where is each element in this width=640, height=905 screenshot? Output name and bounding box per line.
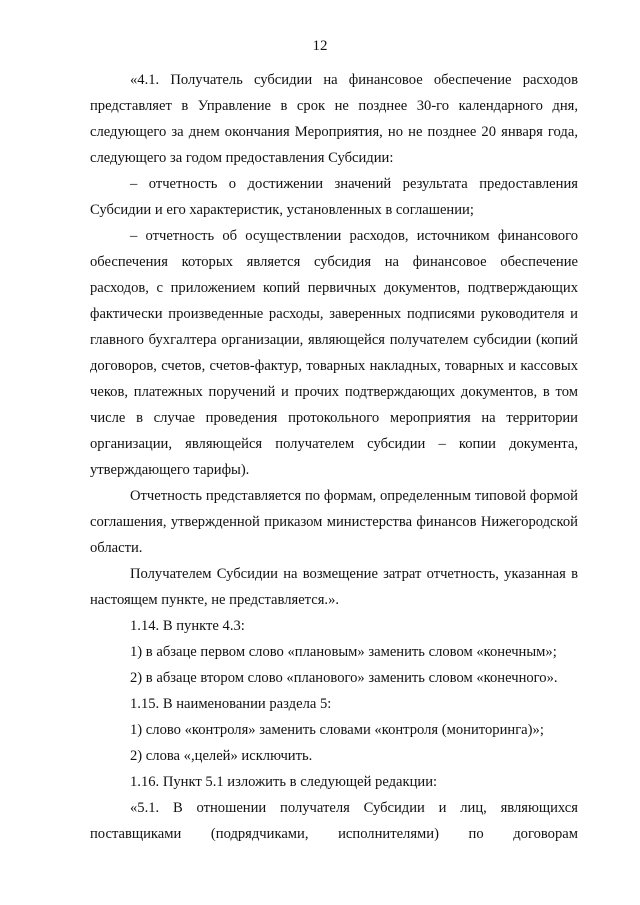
document-body xyxy=(90,67,578,847)
paragraph-report-results: – отчетность о достижении значений результата предоставления Субсидии и его характеристик, установленных в соглашении; xyxy=(90,176,578,218)
paragraph-report-expenses: – отчетность об осуществлении расходов, источником финансового обеспечения которых является субсидия на финансовое обеспечение расходов, с приложением копий первичных документов, подтверждающих фактически произведенные расходы, заверенных подписями руководителя и главного бухгалтера организации, являющейся получателем субсидии (копий договоров, счетов, счетов-фактур, товарных накладных, товарных и кассовых чеков, платежных поручений и прочих подтверждающих документов, в том числе в случае проведения протокольного мероприятия на территории организации, являющейся получателем субсидии – копии документа, утверждающего тарифы). xyxy=(90,228,578,478)
paragraph-1-14-item-2: 2) в абзаце втором слово «планового» заменить словом «конечного». xyxy=(130,670,558,686)
paragraph-4-1: «4.1. Получатель субсидии на финансовое обеспечение расходов представляет в Управление в срок не позднее 30-го календарного дня, следующего за днем окончания Мероприятия, но не позднее 20 января года, следующего за годом предоставления Субсидии: xyxy=(90,72,578,166)
paragraph-no-report: Получателем Субсидии на возмещение затрат отчетность, указанная в настоящем пункте, не представляется.». xyxy=(90,566,578,608)
paragraph-1-15-item-2: 2) слова «,целей» исключить. xyxy=(130,748,313,764)
paragraph-5-1: «5.1. В отношении получателя Субсидии и лиц, являющихся поставщиками (подрядчиками, исполнителями) по договорам xyxy=(90,800,578,842)
page-number: 12 xyxy=(312,38,328,54)
paragraph-report-forms: Отчетность представляется по формам, определенным типовой формой соглашения, утвержденной приказом министерства финансов Нижегородской области. xyxy=(90,488,578,556)
paragraph-1-15-item-1: 1) слово «контроля» заменить словами «контроля (мониторинга)»; xyxy=(130,722,544,738)
paragraph-1-15: 1.15. В наименовании раздела 5: xyxy=(130,696,332,712)
paragraph-1-14: 1.14. В пункте 4.3: xyxy=(130,618,245,634)
paragraph-1-16: 1.16. Пункт 5.1 изложить в следующей редакции: xyxy=(130,774,438,790)
paragraph-1-14-item-1: 1) в абзаце первом слово «плановым» заменить словом «конечным»; xyxy=(130,644,557,660)
